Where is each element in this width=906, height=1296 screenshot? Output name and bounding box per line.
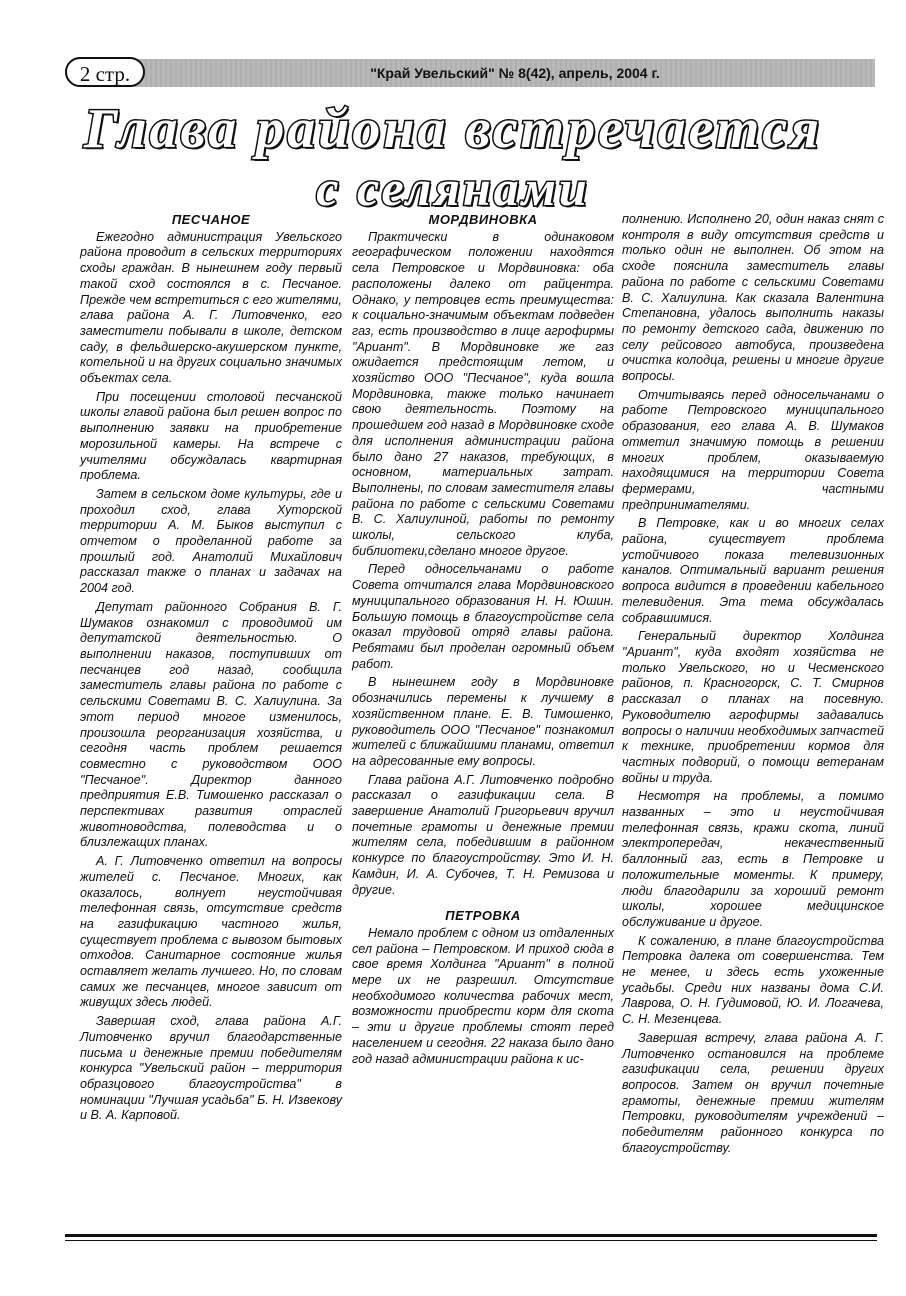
paragraph: Несмотря на проблемы, а помимо названных – это и неустойчивая телефонная связь, кражи скота, линий электропередач, некачественный баллонный газ, есть в Петровке и положительные моменты. К примеру, люди благодарили за хороший ремонт школы, хорошее медицинское обслуживание и другое. [622, 789, 884, 929]
paragraph: Затем в сельском доме культуры, где и проходил сход, глава Хуторской территории А. М. Быков выступил с отчетом о проделанной работе за прошлый год. Анатолий Михайлович рассказал также о планах и задачах на 2004 год. [80, 486, 342, 596]
paragraph: При посещении столовой песчанской школы главой района был решен вопрос по выполнению заявки на приобретение морозильной камеры. На встрече с учителями обсуждалась квартирная проблема. [80, 389, 342, 483]
page-header [65, 55, 875, 93]
masthead-bar: "Край Увельский" № 8(42), апрель, 2004 г. [125, 59, 875, 87]
paragraph: полнению. Исполнено 20, один наказ снят с контроля в виду отсутствия средств и только один не выполнен. Об этом на сходе пояснила заместитель главы района по работе с сельскими Советами В. С. Халиулина. Как сказала Валентина Степановна, удалось выполнить наказы по ремонту детского сада, движению по селу рейсового автобуса, произведена очистка колодца, решены и многие другие вопросы. [622, 212, 884, 384]
column-2 [352, 212, 614, 1070]
paragraph: Перед односельчанами о работе Совета отчитался глава Мордвиновского муниципального образования Н. Н. Юшин. Большую помощь в благоустройстве села оказал трудовой отряд главы района. Ребятами был проделан огромный объем работ. [352, 562, 614, 671]
paragraph: К сожалению, в плане благоустройства Петровка далека от совершенства. Тем не менее, и здесь есть ухоженные усадьбы. Среди них названы дома С.И. Лаврова, О. Н. Гудимовой, Ю. И. Логачева, С. Н. Мезенцева. [622, 933, 884, 1027]
paragraph: Немало проблем с одном из отдаленных сел района – Петровском. И приход сюда в свое время Холдинга "Ариант" в полной мере их не разрешил. Отсутствие необходимого количества рабочих мест, возможности приобрести корм для скота – эти и другие проблемы стоят перед населением и сегодня. 22 наказа было дано год назад администрации района к ис- [352, 925, 614, 1066]
paragraph: Ежегодно администрация Увельского района проводит в сельских территориях сходы граждан. В нынешнем году первый такой сход состоялся в с. Песчаное. Прежде чем встретиться с его жителями, глава района А. Г. Литовченко, его заместители побывали в школе, детском саду, в фельдшерско-акушерском пункте, котельной и на других социально значимых объектах села. [80, 229, 342, 386]
article-title-line2: с селянами [316, 160, 590, 216]
article-title-line1: Глава района встречается [83, 98, 823, 160]
column-1 [80, 212, 342, 1127]
paragraph: Глава района А.Г. Литовченко подробно рассказал о газификации села. В завершение Анатолий Григорьевич вручил почетные грамоты и денежные премии жителям села, победившим в районном конкурсе по благоустройству. Это И. Н. Камдин, И. А. Субочев, Т. Н. Ремизова и другие. [352, 772, 614, 897]
paragraph: Завершая встречу, глава района А. Г. Литовченко остановился на проблеме газификации села, решении других вопросов. Затем он вручил почетные грамоты, денежные премии жителям Петровки, руководителям учреждений – победителям районного конкурса по благоустройству. [622, 1030, 884, 1155]
paragraph: Отчитываясь перед односельчанами о работе Петровского муниципального образования, его глава А. В. Шумаков отметил значимую помощь в решении многих проблем, оказываемую находящимися на территории Совета фермерами, частными предпринимателями. [622, 387, 884, 512]
page-number-badge: 2 стр. [65, 57, 145, 87]
paragraph: Генеральный директор Холдинга "Ариант", куда входят хозяйства не только Увельского, но и Чесменского районов, п. Красногорск, С. Т. Смирнов рассказал о планах на посевную. Руководителю агрофирмы задавались вопросы о наличии необходимых запчастей к технике, приобретении кормов для частных подворий, о помощи ветеранам войны и труда. [622, 629, 884, 785]
column-3 [622, 212, 884, 1159]
bottom-rule [65, 1234, 877, 1237]
paragraph: Практически в одинаковом географическом положении находятся села Петровское и Мордвиновка: оба расположены далеко от райцентра. Однако, у петровцев есть преимущества: к социально-значимым объектам подведен газ, есть производство в лице агрофирмы "Ариант". В Мордвиновке же газ ожидается предстоящим летом, и хозяйство ООО "Песчаное", куда вошла Мордвиновка, также только начинает свою деятельность. Поэтому на прошедшем год назад в Мордвиновке сходе для исполнения администрации района было дано 27 наказов, требующих, в основном, материальных затрат. Выполнены, по словам заместителя главы района по работе с сельскими Советами В. С. Халиулиной, работы по ремонту школы, сельского клуба, библиотеки,сделано многое другое. [352, 229, 614, 558]
paragraph: Депутат районного Собрания В. Г. Шумаков ознакомил с проводимой им депутатской деятельностью. О выполнении наказов, поступивших от песчанцев год назад, сообщила заместитель главы района по работе с сельскими Советами В. С. Халиулина. За этот период многое изменилось, произошла реорганизация хозяйства, и сегодня часть проблем решается совместно с руководством ООО "Песчаное". Директор данного предприятия Е.В. Тимошенко рассказал о перспективах развития отраслей животноводства, полеводства и о близлежащих планах. [80, 599, 342, 850]
paragraph: А. Г. Литовченко ответил на вопросы жителей с. Песчаное. Многих, как оказалось, волнует неустойчивая телефонная связь, отсутствие средств на газификацию частного жилья, существует проблема с вывозом бытовых отходов. Санитарное состояние жилья оставляет желать лучшего. Но, по словам самих же песчанцев, многое зависит от живущих здесь людей. [80, 854, 342, 1010]
section-heading-peschanoe: ПЕСЧАНОЕ [171, 212, 251, 227]
paragraph: В Петровке, как и во многих селах района, существует проблема устойчивого показа телевизионных каналов. Оптимальный вариант решения вопроса видится в проведении кабельного телевидения. Эта тема обсуждалась собравшимися. [622, 516, 884, 625]
section-heading-petrovka: ПЕТРОВКА [445, 908, 521, 924]
bottom-rule-thin [65, 1240, 877, 1241]
paragraph: Завершая сход, глава района А.Г. Литовченко вручил благодарственные письма и денежные премии победителям конкурса "Увельский район – территория образцового благоустройства" в номинации "Лучшая усадьба" Б. Н. Извекову и В. А. Карповой. [80, 1014, 342, 1123]
paragraph: В нынешнем году в Мордвиновке обозначились перемены к лучшему в хозяйственном плане. Е. В. Тимошенко, руководитель ООО "Песчаное" познакомил жителей с ближайшими планами, ответил на адресованные ему вопросы. [352, 675, 614, 768]
section-heading-mordvinovka: МОРДВИНОВКА [428, 212, 538, 227]
